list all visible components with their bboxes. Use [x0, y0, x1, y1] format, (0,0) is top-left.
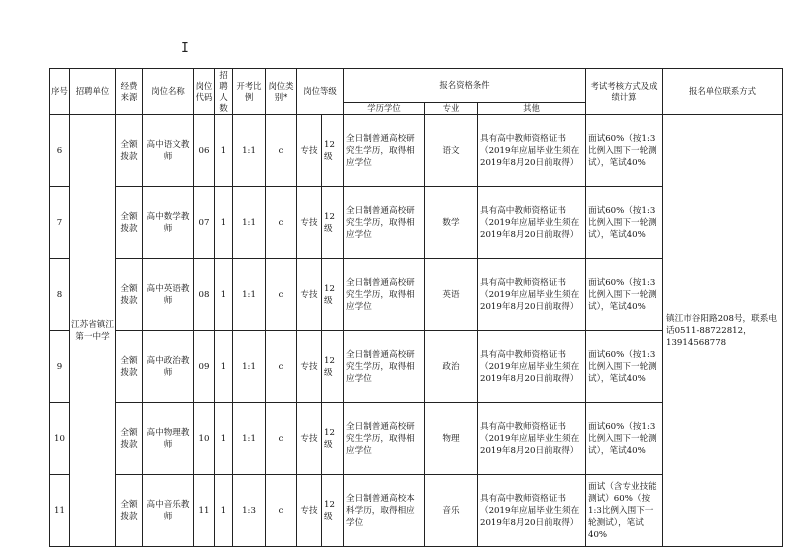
header-contact: 报名单位联系方式 — [663, 69, 783, 115]
category-cell: c — [266, 331, 297, 403]
header-seq: 序号 — [50, 69, 70, 115]
post-name-cell: 高中音乐教师 — [143, 475, 194, 547]
level-type-cell: 专技 — [297, 403, 322, 475]
post-name-cell: 高中数学教师 — [143, 187, 194, 259]
level-grade-cell: 12级 — [322, 403, 344, 475]
degree-cell: 全日制普通高校研究生学历，取得相应学位 — [344, 259, 425, 331]
major-cell: 政治 — [425, 331, 478, 403]
funding-cell: 全额拨款 — [116, 331, 143, 403]
exam-cell: 面试60%（按1:3比例入围下一轮测试），笔试40% — [586, 187, 663, 259]
ratio-cell: 1:1 — [233, 187, 266, 259]
header-major: 专业 — [425, 103, 478, 115]
header-level: 岗位等级 — [297, 69, 344, 115]
level-type-cell: 专技 — [297, 475, 322, 547]
other-cell: 具有高中教师资格证书（2019年应届毕业生须在2019年8月20日前取得） — [478, 331, 586, 403]
other-cell: 具有高中教师资格证书（2019年应届毕业生须在2019年8月20日前取得） — [478, 259, 586, 331]
degree-cell: 全日制普通高校研究生学历，取得相应学位 — [344, 403, 425, 475]
ratio-cell: 1:1 — [233, 115, 266, 187]
headcount-cell: 1 — [215, 259, 233, 331]
exam-cell: 面试60%（按1:3比例入围下一轮测试），笔试40% — [586, 403, 663, 475]
other-cell: 具有高中教师资格证书（2019年应届毕业生须在2019年8月20日前取得） — [478, 187, 586, 259]
degree-cell: 全日制普通高校研究生学历，取得相应学位 — [344, 331, 425, 403]
funding-cell: 全额拨款 — [116, 259, 143, 331]
post-name-cell: 高中英语教师 — [143, 259, 194, 331]
level-type-cell: 专技 — [297, 331, 322, 403]
headcount-cell: 1 — [215, 115, 233, 187]
category-cell: c — [266, 115, 297, 187]
post-code-cell: 08 — [194, 259, 215, 331]
level-grade-cell: 12级 — [322, 115, 344, 187]
major-cell: 数学 — [425, 187, 478, 259]
seq-cell: 11 — [50, 475, 70, 547]
funding-cell: 全额拨款 — [116, 187, 143, 259]
level-type-cell: 专技 — [297, 115, 322, 187]
header-unit: 招聘单位 — [70, 69, 116, 115]
level-grade-cell: 12级 — [322, 259, 344, 331]
post-code-cell: 07 — [194, 187, 215, 259]
level-grade-cell: 12级 — [322, 475, 344, 547]
header-exam-method: 考试考核方式及成绩计算 — [586, 69, 663, 115]
seq-cell: 6 — [50, 115, 70, 187]
exam-cell: 面试60%（按1:3比例入围下一轮测试），笔试40% — [586, 331, 663, 403]
headcount-cell: 1 — [215, 403, 233, 475]
header-degree: 学历学位 — [344, 103, 425, 115]
level-type-cell: 专技 — [297, 187, 322, 259]
seq-cell: 7 — [50, 187, 70, 259]
table-row — [50, 115, 783, 187]
degree-cell: 全日制普通高校研究生学历，取得相应学位 — [344, 187, 425, 259]
ratio-cell: 1:3 — [233, 475, 266, 547]
funding-cell: 全额拨款 — [116, 403, 143, 475]
text-cursor-icon: I — [181, 41, 189, 56]
seq-cell: 10 — [50, 403, 70, 475]
post-name-cell: 高中物理教师 — [143, 403, 194, 475]
exam-cell: 面试（含专业技能测试）60%（按1:3比例入围下一轮测试），笔试40% — [586, 475, 663, 547]
header-other: 其他 — [478, 103, 586, 115]
ratio-cell: 1:1 — [233, 403, 266, 475]
header-headcount: 招聘人数 — [215, 69, 233, 115]
header-qualifications: 报名资格条件 — [344, 69, 586, 103]
recruitment-table — [49, 68, 783, 547]
seq-cell: 8 — [50, 259, 70, 331]
level-grade-cell: 12级 — [322, 331, 344, 403]
post-name-cell: 高中政治教师 — [143, 331, 194, 403]
category-cell: c — [266, 475, 297, 547]
contact-cell: 镇江市谷阳路208号，联系电话0511-88722812，13914568778 — [663, 115, 783, 547]
major-cell: 音乐 — [425, 475, 478, 547]
header-post-code: 岗位代码 — [194, 69, 215, 115]
level-type-cell: 专技 — [297, 259, 322, 331]
header-category: 岗位类别* — [266, 69, 297, 115]
other-cell: 具有高中教师资格证书（2019年应届毕业生须在2019年8月20日前取得） — [478, 475, 586, 547]
header-funding: 经费来源 — [116, 69, 143, 115]
headcount-cell: 1 — [215, 475, 233, 547]
category-cell: c — [266, 259, 297, 331]
seq-cell: 9 — [50, 331, 70, 403]
unit-cell: 江苏省镇江第一中学 — [70, 115, 116, 547]
headcount-cell: 1 — [215, 187, 233, 259]
other-cell: 具有高中教师资格证书（2019年应届毕业生须在2019年8月20日前取得） — [478, 115, 586, 187]
level-grade-cell: 12级 — [322, 187, 344, 259]
category-cell: c — [266, 187, 297, 259]
ratio-cell: 1:1 — [233, 331, 266, 403]
header-ratio: 开考比例 — [233, 69, 266, 115]
post-code-cell: 09 — [194, 331, 215, 403]
headcount-cell: 1 — [215, 331, 233, 403]
category-cell: c — [266, 403, 297, 475]
post-code-cell: 10 — [194, 403, 215, 475]
funding-cell: 全额拨款 — [116, 115, 143, 187]
ratio-cell: 1:1 — [233, 259, 266, 331]
degree-cell: 全日制普通高校本科学历，取得相应学位 — [344, 475, 425, 547]
other-cell: 具有高中教师资格证书（2019年应届毕业生须在2019年8月20日前取得） — [478, 403, 586, 475]
post-name-cell: 高中语文教师 — [143, 115, 194, 187]
major-cell: 语文 — [425, 115, 478, 187]
exam-cell: 面试60%（按1:3比例入围下一轮测试），笔试40% — [586, 259, 663, 331]
funding-cell: 全额拨款 — [116, 475, 143, 547]
post-code-cell: 06 — [194, 115, 215, 187]
header-post-name: 岗位名称 — [143, 69, 194, 115]
post-code-cell: 11 — [194, 475, 215, 547]
major-cell: 物理 — [425, 403, 478, 475]
degree-cell: 全日制普通高校研究生学历，取得相应学位 — [344, 115, 425, 187]
major-cell: 英语 — [425, 259, 478, 331]
exam-cell: 面试60%（按1:3比例入围下一轮测试），笔试40% — [586, 115, 663, 187]
